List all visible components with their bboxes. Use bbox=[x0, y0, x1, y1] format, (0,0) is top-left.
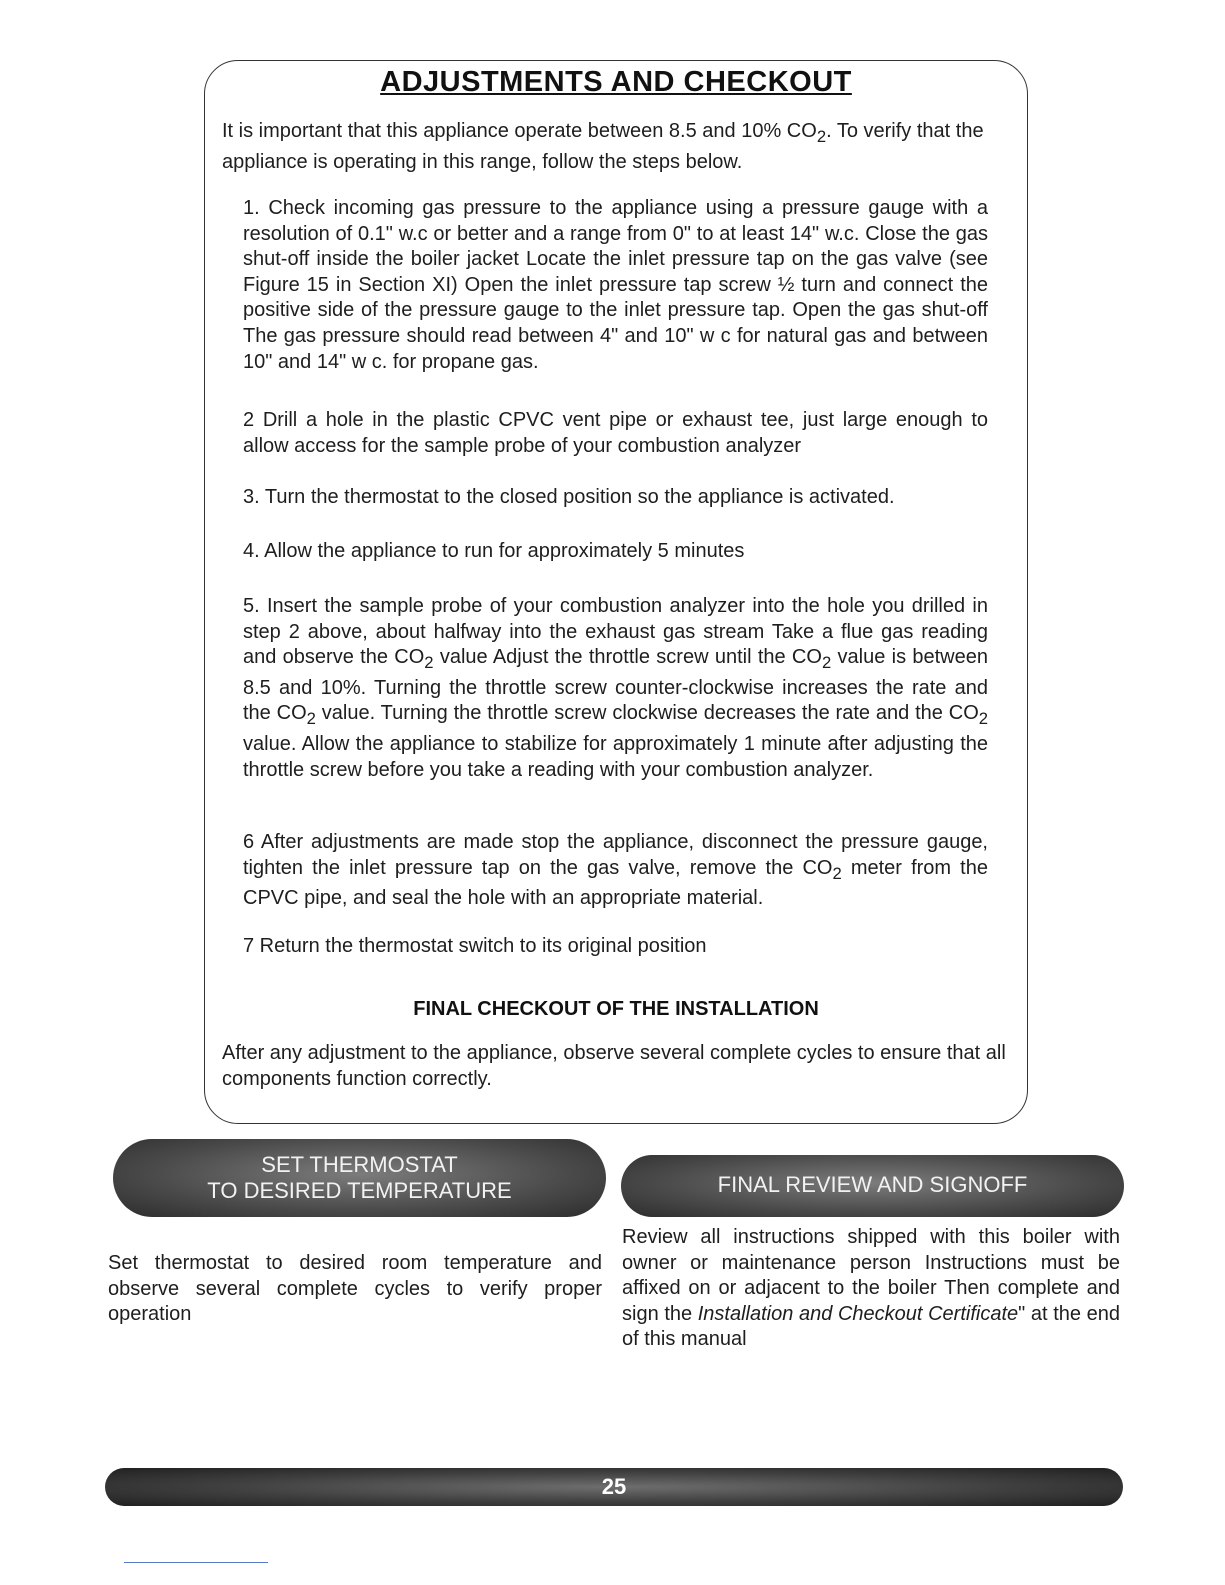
banner-line-1: SET THERMOSTAT bbox=[261, 1152, 458, 1177]
certificate-title: Installation and Checkout Certificate bbox=[697, 1302, 1019, 1325]
page-number: 25 bbox=[601, 1474, 627, 1499]
section-title: ADJUSTMENTS AND CHECKOUT bbox=[380, 66, 852, 98]
step-1: 1. Check incoming gas pressure to the appliance using a pressure gauge with a resolution of 0.1" w.c or better and a range from 0" to at least 14" w.c. Close the gas shut-off inside the boiler jacket Locate the inlet pressure tap on the gas valve (see Figure 15 in Section XI) Open the inlet pressure tap screw ½ turn and connect the positive side of the pressure gauge to the inlet pressure tap. Open the gas shut-off The gas pressure should read between 4" and 10" w c for natural gas and between 10" and 14" w c. for propane gas. bbox=[243, 197, 988, 373]
step-2: 2 Drill a hole in the plastic CPVC vent pipe or exhaust tee, just large enough to allow access for the sample probe of your combustion analyzer bbox=[243, 409, 988, 457]
scan-artifact-line bbox=[124, 1562, 268, 1563]
step-7: 7 Return the thermostat switch to its original position bbox=[243, 935, 707, 957]
step-3: 3. Turn the thermostat to the closed position so the appliance is activated. bbox=[243, 486, 895, 508]
set-thermostat-text: Set thermostat to desired room temperature and observe several complete cycles to verify proper operation bbox=[108, 1252, 602, 1326]
step-5: 5. Insert the sample probe of your combustion analyzer into the hole you drilled in step 2 above, about halfway into the exhaust gas stream Take a flue gas reading and observe the $CO_2$ value Adjust the throttle screw until the $CO_2$ value is between 8.5 and 10%. Turning the throttle screw counter-clockwise increases the rate and the $CO_2$ value. Turning the throttle screw clockwise decreases the rate and the $CO_2$ value. Allow the appliance to stabilize for approximately 1 minute after adjusting the throttle screw before you take a reading with your combustion analyzer. bbox=[243, 595, 989, 781]
final-checkout-heading: FINAL CHECKOUT OF THE INSTALLATION bbox=[413, 998, 819, 1020]
page-number-bar bbox=[105, 1468, 1123, 1506]
intro-paragraph: It is important that this appliance operate between 8.5 and 10% $CO_2$. To verify that the appliance is operating in this range, follow the steps below. bbox=[222, 120, 984, 173]
set-thermostat-banner bbox=[113, 1139, 606, 1217]
closing-paragraph: After any adjustment to the appliance, observe several complete cycles to ensure that all components function correctly. bbox=[222, 1042, 1006, 1090]
step-4: 4. Allow the appliance to run for approximately 5 minutes bbox=[243, 540, 745, 562]
step-6: 6 After adjustments are made stop the appliance, disconnect the pressure gauge, tighten the inlet pressure tap on the gas valve, remove the $CO_2$ meter from the CPVC pipe, and seal the hole with an appropriate material. bbox=[243, 831, 988, 910]
final-review-text: Review all instructions shipped with this boiler with owner or maintenance person Instructions must be affixed on or adjacent to the boiler Then complete and sign the Installation and Checkout Certificate" at the end of this manual bbox=[622, 1226, 1120, 1351]
banner-line-2: TO DESIRED TEMPERATURE bbox=[207, 1178, 512, 1203]
final-review-banner: FINAL REVIEW AND SIGNOFF bbox=[621, 1155, 1124, 1217]
